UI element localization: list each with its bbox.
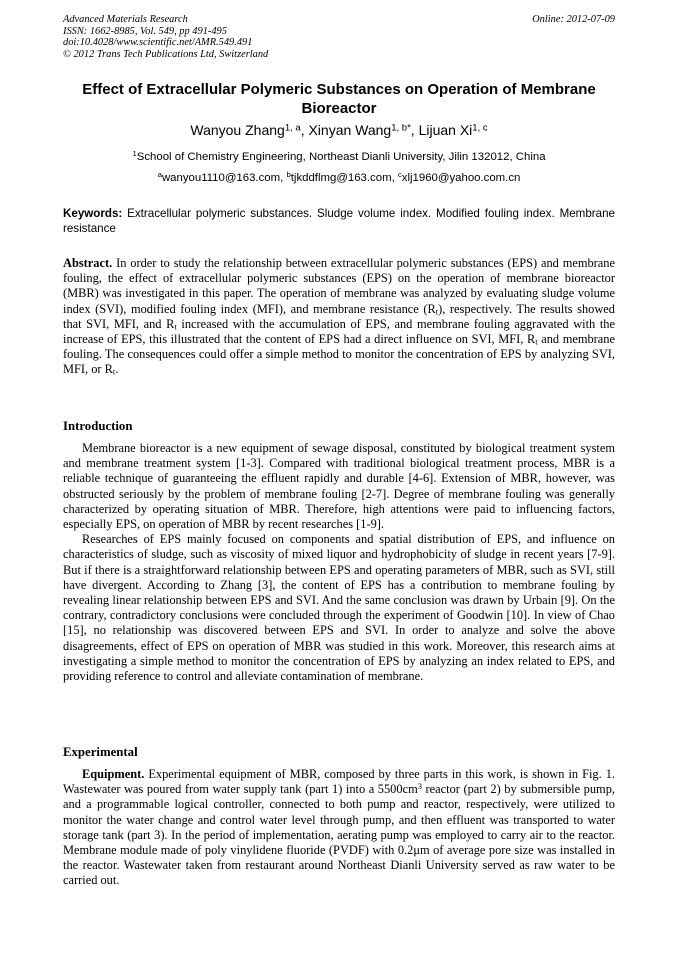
online-date: Online: 2012-07-09 [532,14,615,25]
author-list: Wanyou Zhang$^{1, a}$, Xinyan Wang$^{1, b*}$, Lijuan Xi$^{1, c}$ [190,122,488,138]
doi-line: doi:10.4028/www.scientific.net/AMR.549.491 [63,37,253,48]
experimental-body [63,767,615,889]
affiliation [63,150,615,164]
email-sup: b [286,170,291,180]
equipment-text: reactor (part 2) by submersible pump, and a programmable logical controller, connected to both pump and reactor, respectively, were utilized to monitor the water change and control water level through pump, and then effluent was transported to water storage tank (part 3). In the period of implementation, aerating pump was employed to carry air to the reactor. Membrane module made of poly vinylidene fluoride (PVDF) with 0.2μm of average pore size was installed in the reactor. Wastewater taken from restaurant around Northeast Dianli University served as raw water to be carried out. [63,782,615,888]
author-name: Lijuan Xi [418,122,473,138]
abstract-text: and membrane fouling. The consequences could offer a simple method to monitor the concentration of EPS by analyzing SVI, MFI, or R [63,332,615,377]
abstract-label: Abstract. [63,256,113,270]
affiliation-text: School of Chemistry Engineering, Northeast Dianli University, Jilin 132012, China [136,151,546,163]
author-sup: 1, c [472,122,488,134]
email-sup: a [157,170,162,180]
subscript: t [112,367,116,378]
paper-title: Effect of Extracellular Polymeric Substances on Operation of Membrane Bioreactor [82,81,596,117]
keywords [63,206,615,236]
issn-line: ISSN: 1662-8985, Vol. 549, pp 491-495 [63,25,227,37]
author-sup: 1, a [284,122,301,134]
keywords-label: Keywords: [63,207,123,220]
abstract-text: increased with the accumulation of EPS, and membrane fouling aggravated with the increase of EPS, this illustrated that the content of EPS had a direct influence on SVI, MFI, R [63,316,615,347]
author-name: Xinyan Wang [308,122,392,138]
abstract-text: ), respectively. The results showed that SVI, MFI, and R [63,301,615,331]
email-a: wanyou1110@163.com, [161,172,284,184]
journal-header [63,14,615,60]
author-sup: 1, b* [391,122,411,134]
equipment-text: Experimental equipment of MBR, composed by three parts in this work, is shown in Fig. 1. Wastewater was poured from water supply tank (part 1) into a 5500cm [63,767,615,797]
subscript: t [435,306,439,317]
subscript: t [174,321,177,332]
affiliation-sup: 1 [132,149,137,159]
section-heading-experimental: Experimental [63,745,138,759]
introduction-body [63,441,615,684]
email-c: xlj1960@yahoo.com.cn [401,172,521,184]
superscript: 3 [417,781,422,791]
equipment-label: Equipment. [82,767,145,781]
author-name: Wanyou Zhang [190,122,285,138]
email-line [63,171,615,185]
keywords-text: Extracellular polymeric substances. Sludge volume index. Modified fouling index. Membrane resistance [63,207,615,235]
introduction-paragraph: Researches of EPS mainly focused on components and spatial distribution of EPS, and influence on characteristics of sludge, such as viscosity of mixed liquor and hydrophobicity of sludge in recent years [7-9]. But if there is a straightforward relationship between EPS and operating parameters of MBR, such as SVI, still have divergent. According to Zhang [3], the content of EPS has a contribution to membrane fouling by revealing linear relationship between EPS and SVI. And the same conclusion was drawn by Urbain [9]. On the contrary, contradictory conclusions were concluded through the experiment of Goodwin [10]. In view of Chao [15], no relationship was discovered between EPS and SVI. In order to analyze and solve the above disagreements, effect of EPS on operation of MBR was studied in this work. Moreover, this research aims at investigating a simple method to monitor the concentration of EPS by analyzing an index related to EPS, and providing reference to control and alleviate contamination of membrane. [63,532,615,684]
copyright-line: © 2012 Trans Tech Publications Ltd, Switzerland [63,48,269,60]
abstract-text: In order to study the relationship between extracellular polymeric substances (EPS) and membrane fouling, the effect of extracellular polymeric substances (EPS) on the operation of membrane bioreactor (MBR) was investigated in this paper. The operation of membrane was analyzed by evaluating sludge volume index (SVI), modified fouling index (MFI), and membrane resistance (R [63,256,615,316]
journal-name: Advanced Materials Research [63,14,188,25]
introduction-paragraph: Membrane bioreactor is a new equipment of sewage disposal, constituted by biological treatment system and membrane treatment system [1-3]. Compared with traditional biological treatment process, MBR is a reliable technique of guaranteeing the effluent rapidly and durable [4-6]. Extension of MBR, however, was obstructed seriously by the problem of membrane fouling [2-7]. Degree of membrane fouling was generally characterized by operating situation of MBR. Therefore, high attentions were paid to influencing factors, especially EPS, on operation of MBR by recent researches [1-9]. [63,441,615,532]
subscript: t [535,336,538,347]
email-sup: c [397,170,402,180]
abstract-text: . [115,362,119,377]
email-b: tjkddflmg@163.com, [290,172,395,184]
section-heading-introduction: Introduction [63,419,133,433]
abstract [63,256,615,378]
